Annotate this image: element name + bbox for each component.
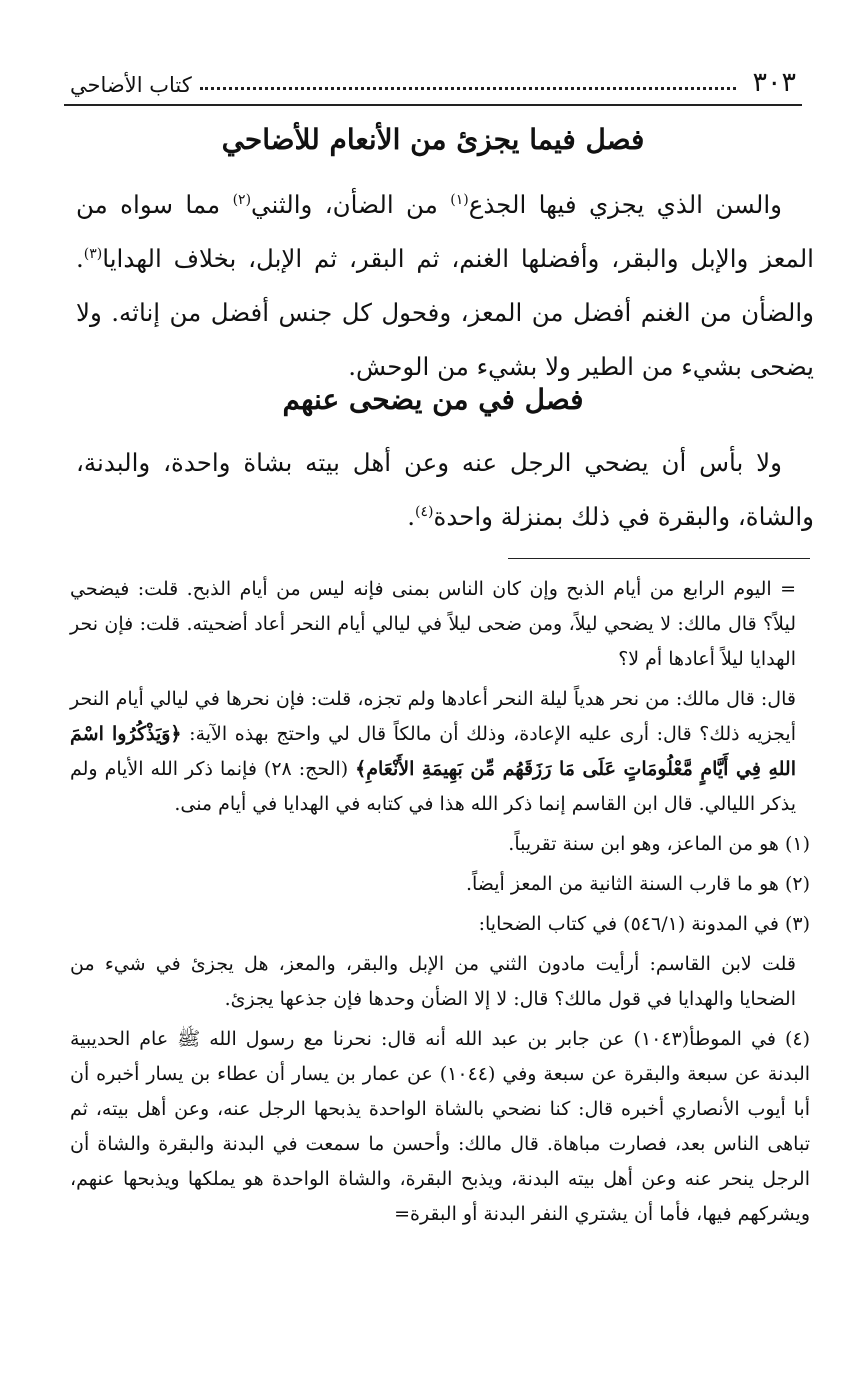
text-run: قال: قال مالك: من نحر هدياً ليلة النحر أعادها ولم تجزه، قلت: فإن نحرها في ليالي أيام النحر أيجزيه ذلك؟ قال: أرى عليه الإعادة، وذلك أن مالكاً قال لي واحتج بهذه الآية: [70, 688, 796, 745]
footnote-3: (٣) في المدونة (٥٤٦/١) في كتاب الضحايا: [478, 913, 810, 935]
footnote-separator [508, 558, 810, 559]
text-run: من الضأن، والثني [251, 190, 451, 219]
footnote-3-quote: قلت لابن القاسم: أرأيت مادون الثني من الإبل والبقر، والمعز، هل يجزئ في شيء من الضحايا والهدايا في قول مالك؟ قال: لا إلا الضأن وحدها فإن جذعها يجزئ. [70, 953, 796, 1010]
running-title: كتاب الأضاحي [70, 73, 192, 97]
text-run: . والضأن من الغنم أفضل من المعز، وفحول كل جنس أفضل من إناثه. ولا يضحى بشيء من الطير ولا بشيء من الوحش. [76, 244, 814, 381]
footnote-continuation-2 [70, 682, 810, 822]
page-number: ٣٠٣ [752, 67, 796, 98]
text-run: ولا بأس أن يضحي الرجل عنه وعن أهل بيته بشاة واحدة، والبدنة، والشاة، والبقرة في ذلك بمنزلة واحدة [76, 448, 814, 531]
running-head [70, 56, 796, 100]
footnote-4: (٤) في الموطأ(١٠٤٣) عن جابر بن عبد الله أنه قال: نحرنا مع رسول الله ﷺ عام الحديبية البدنة عن سبعة والبقرة عن سبعة وفي (١٠٤٤) عن عمار بن يسار أن عطاء بن يسار أخبره أن أبا أيوب الأنصاري أخبره قال: كنا نضحي بالشاة الواحدة يذبحها الرجل عنه، وعن أهل بيته، ثم تباهى الناس بعد، فصارت مباهاة. قال مالك: وأحسن ما سمعت في البدنة والبقرة والشاة أن الرجل ينحر عنه وعن أهل بيته البدنة، ويذبح البقرة، والشاة الواحدة هو يملكها ويذبحها عنهم، ويشركهم فيها، فأما أن يشتري النفر البدنة أو البقرة= [70, 1028, 811, 1225]
text-run: والسن الذي يجزي فيها الجذع [468, 190, 782, 219]
footnotes [70, 572, 810, 1232]
footnote-2: (٢) هو ما قارب السنة الثانية من المعز أيضاً. [465, 873, 810, 895]
footnote-ref[interactable]: (٤) [415, 503, 434, 520]
section-heading-1: فصل فيما يجزئ من الأنعام للأضاحي [221, 123, 645, 156]
footnote-ref[interactable]: (١) [450, 191, 469, 208]
text-run: مما سواه من المعز والإبل والبقر، وأفضلها الغنم، ثم البقر، ثم الإبل، بخلاف الهدايا [76, 190, 814, 273]
verse-reference: (الحج: ٢٨) [263, 758, 356, 780]
leader-dots [200, 87, 737, 90]
text-run: . [407, 502, 416, 531]
footnote-ref[interactable]: (٣) [83, 245, 103, 262]
quran-verse: ﴿وَيَذْكُرُوا اسْمَ اللهِ فِي أَيَّامٍ مَّعْلُومَاتٍ عَلَى مَا رَزَقَهُم مِّن بَهِيمَةِ الأَنْعَامِ﴾ [70, 723, 796, 780]
footnote-1: (١) هو من الماعز، وهو ابن سنة تقريباً. [508, 833, 810, 855]
footnote-continuation: = اليوم الرابع من أيام الذبح وإن كان الناس بمنى فإنه ليس من أيام الذبح. قلت: فيضحي ليلاً؟ قال مالك: لا يضحي ليلاً، ومن ضحى ليلاً في ليالي أيام النحر أعاد أضحيته. قلت: فإن نحر الهدايا ليلاً أعادها أم لا؟ [70, 578, 796, 670]
footnote-ref[interactable]: (٢) [232, 191, 252, 208]
section-heading-2: فصل في من يضحى عنهم [282, 383, 584, 416]
text-run: فإنما ذكر الله الأيام ولم يذكر الليالي. قال ابن القاسم إنما ذكر الله هذا في كتابه في الهدايا في أيام منى. [70, 758, 796, 815]
body-paragraph-2 [76, 436, 814, 544]
body-paragraph-1 [76, 178, 814, 394]
header-rule [64, 104, 802, 106]
